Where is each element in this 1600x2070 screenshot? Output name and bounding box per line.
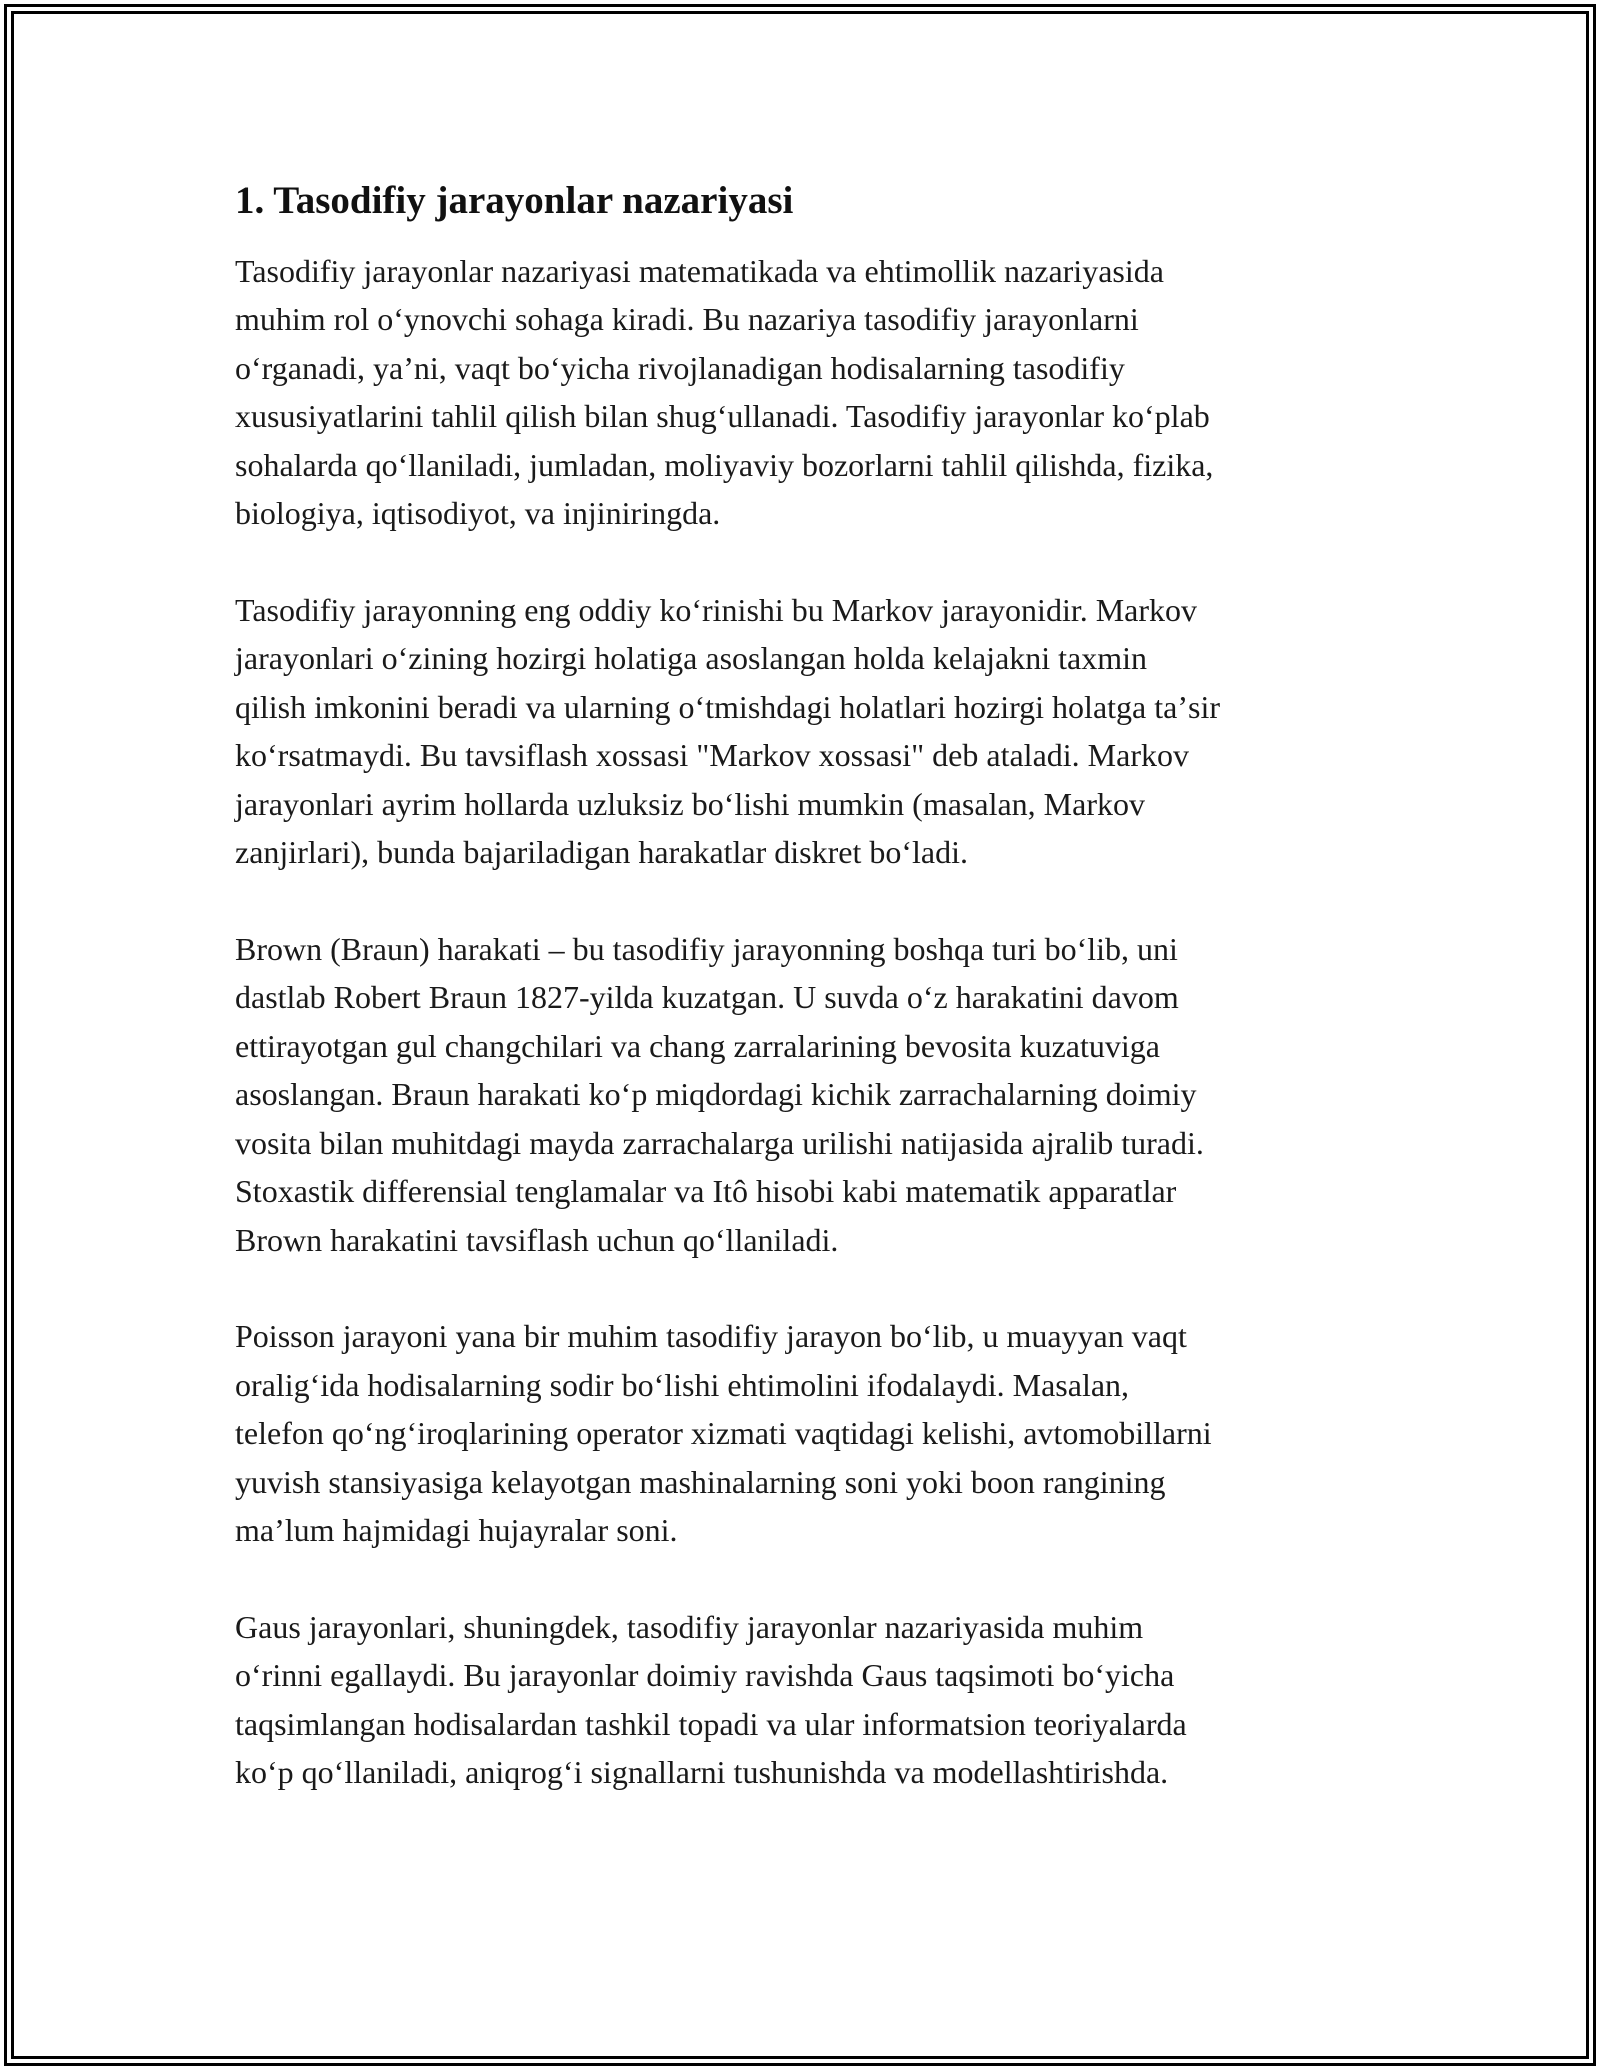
paragraph-brown: Brown (Braun) harakati – bu tasodifiy jarayonning boshqa turi boʻlib, uni dastlab Robert Braun 1827-yilda kuzatgan. U suvda oʻz harakatini davom ettirayotgan gul changchilari va chang zarralarining bevosita kuzatuviga asoslangan. Braun harakati koʻp miqdordagi kichik zarrachalarning doimiy vosita bilan muhitdagi mayda zarrachalarga urilishi natijasida ajralib turadi. Stoxastik differensial tenglamalar va Itô hisobi kabi matematik apparatlar Brown harakatini tavsiflash uchun qoʻllaniladi. xyxy=(235,930,1204,1258)
paragraph-poisson: Poisson jarayoni yana bir muhim tasodifiy jarayon boʻlib, u muayyan vaqt oraligʻida hodisalarning sodir boʻlishi ehtimolini ifodalaydi. Masalan, telefon qoʻngʻiroqlarining operator xizmati vaqtidagi kelishi, avtomobillarni yuvish stansiyasiga kelayotgan mashinalarning soni yoki boon rangining maʼlum hajmidagi hujayralar soni. xyxy=(235,1318,1212,1549)
paragraph-intro: Tasodifiy jarayonlar nazariyasi matematikada va ehtimollik nazariyasida muhim rol oʻynovchi sohaga kiradi. Bu nazariya tasodifiy jarayonlarni oʻrganadi, yaʼni, vaqt boʻyicha rivojlanadigan hodisalarning tasodifiy xususiyatlarini tahlil qilish bilan shugʻullanadi. Tasodifiy jarayonlar koʻplab sohalarda qoʻllaniladi, jumladan, moliyaviy bozorlarni tahlil qilishda, fizika, biologiya, iqtisodiyot, va injiniringda. xyxy=(235,252,1214,532)
section-heading: 1. Tasodifiy jarayonlar nazariyasi xyxy=(235,179,794,222)
paragraph-gauss: Gaus jarayonlari, shuningdek, tasodifiy jarayonlar nazariyasida muhim oʻrinni egallaydi. Bu jarayonlar doimiy ravishda Gaus taqsimoti boʻyicha taqsimlangan hodisalardan tashkil topadi va ular informatsion teoriyalarda koʻp qoʻllaniladi, aniqrogʻi signallarni tushunishda va modellashtirishda. xyxy=(235,1608,1187,1791)
document-body xyxy=(235,178,1375,1845)
paragraph-markov: Tasodifiy jarayonning eng oddiy koʻrinishi bu Markov jarayonidir. Markov jarayonlari oʻzining hozirgi holatiga asoslangan holda kelajakni taxmin qilish imkonini beradi va ularning oʻtmishdagi holatlari hozirgi holatga taʼsir koʻrsatmaydi. Bu tavsiflash xossasi "Markov xossasi" deb ataladi. Markov jarayonlari ayrim hollarda uzluksiz boʻlishi mumkin (masalan, Markov zanjirlari), bunda bajariladigan harakatlar diskret boʻladi. xyxy=(235,591,1220,871)
